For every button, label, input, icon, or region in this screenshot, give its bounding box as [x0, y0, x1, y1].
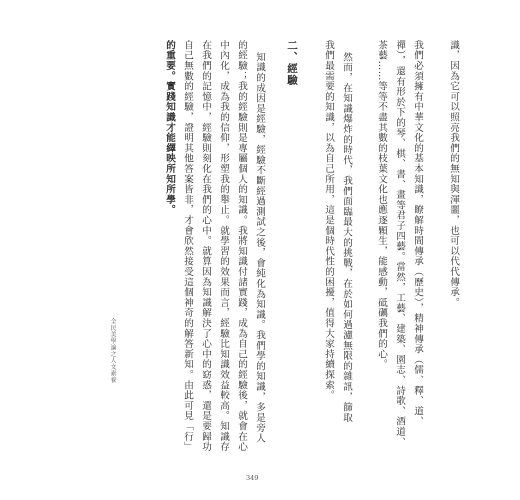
- running-title: 全民美學論之人文素養: [109, 318, 116, 383]
- text-column: 識，因為它可以照亮我們的無知與渾噩，也可以代代傳承。: [448, 40, 459, 308]
- text-column: 我們必須擁有中華文化的基本知識，瞭解時間傳承（歷史），精神傳承（儒、釋、道、: [412, 40, 423, 427]
- text-column: 中內化，成為我的信仰，形塑我的舉止。就學習的效果而言，經驗比知識效益較高。知識存: [218, 40, 229, 452]
- text-column: 我們最需要的知識，以為自己所用，這是個時代性的困擾，值得大家持續探索。: [323, 40, 334, 401]
- page-number: 349: [246, 474, 259, 482]
- text-column: 自己無數的經驗，證明其他答案皆非，才會欣然接受這個神奇的解答新知。由此可見「行」: [182, 40, 193, 452]
- section-heading: 二、經驗: [286, 40, 298, 86]
- text-column: 知識的成因是經驗，經驗不斷經過測試之後，會純化為知識。我們學的知識，多是旁人: [254, 52, 265, 444]
- text-column: 禪），還有形於下的琴、棋、書、畫等君子四藝。當然，工藝、建築、園志、詩歌、酒道、: [394, 40, 405, 448]
- text-column: 茶藝……等等不盡其數的枝葉文化也應逐顆生，能感動，砥礪我們的心。: [376, 40, 387, 370]
- text-column: 的經驗；我的經驗則是專屬個人的知識。我將知識付諸實踐，成為自己的經驗後，就會在心: [236, 40, 247, 452]
- text-column: 的重要。實踐知識才能繹映所知所學。: [164, 40, 175, 216]
- text-column: 然而，在知識爆炸的時代，我們面臨最大的挑戰，在於如何過濾無限的雜訊，篩取: [341, 52, 352, 423]
- text-column: 在我們的記憶中，經驗則刻化在我們的心中。就算因為知識解決了心中的窈惑，還是要歸功: [200, 40, 211, 452]
